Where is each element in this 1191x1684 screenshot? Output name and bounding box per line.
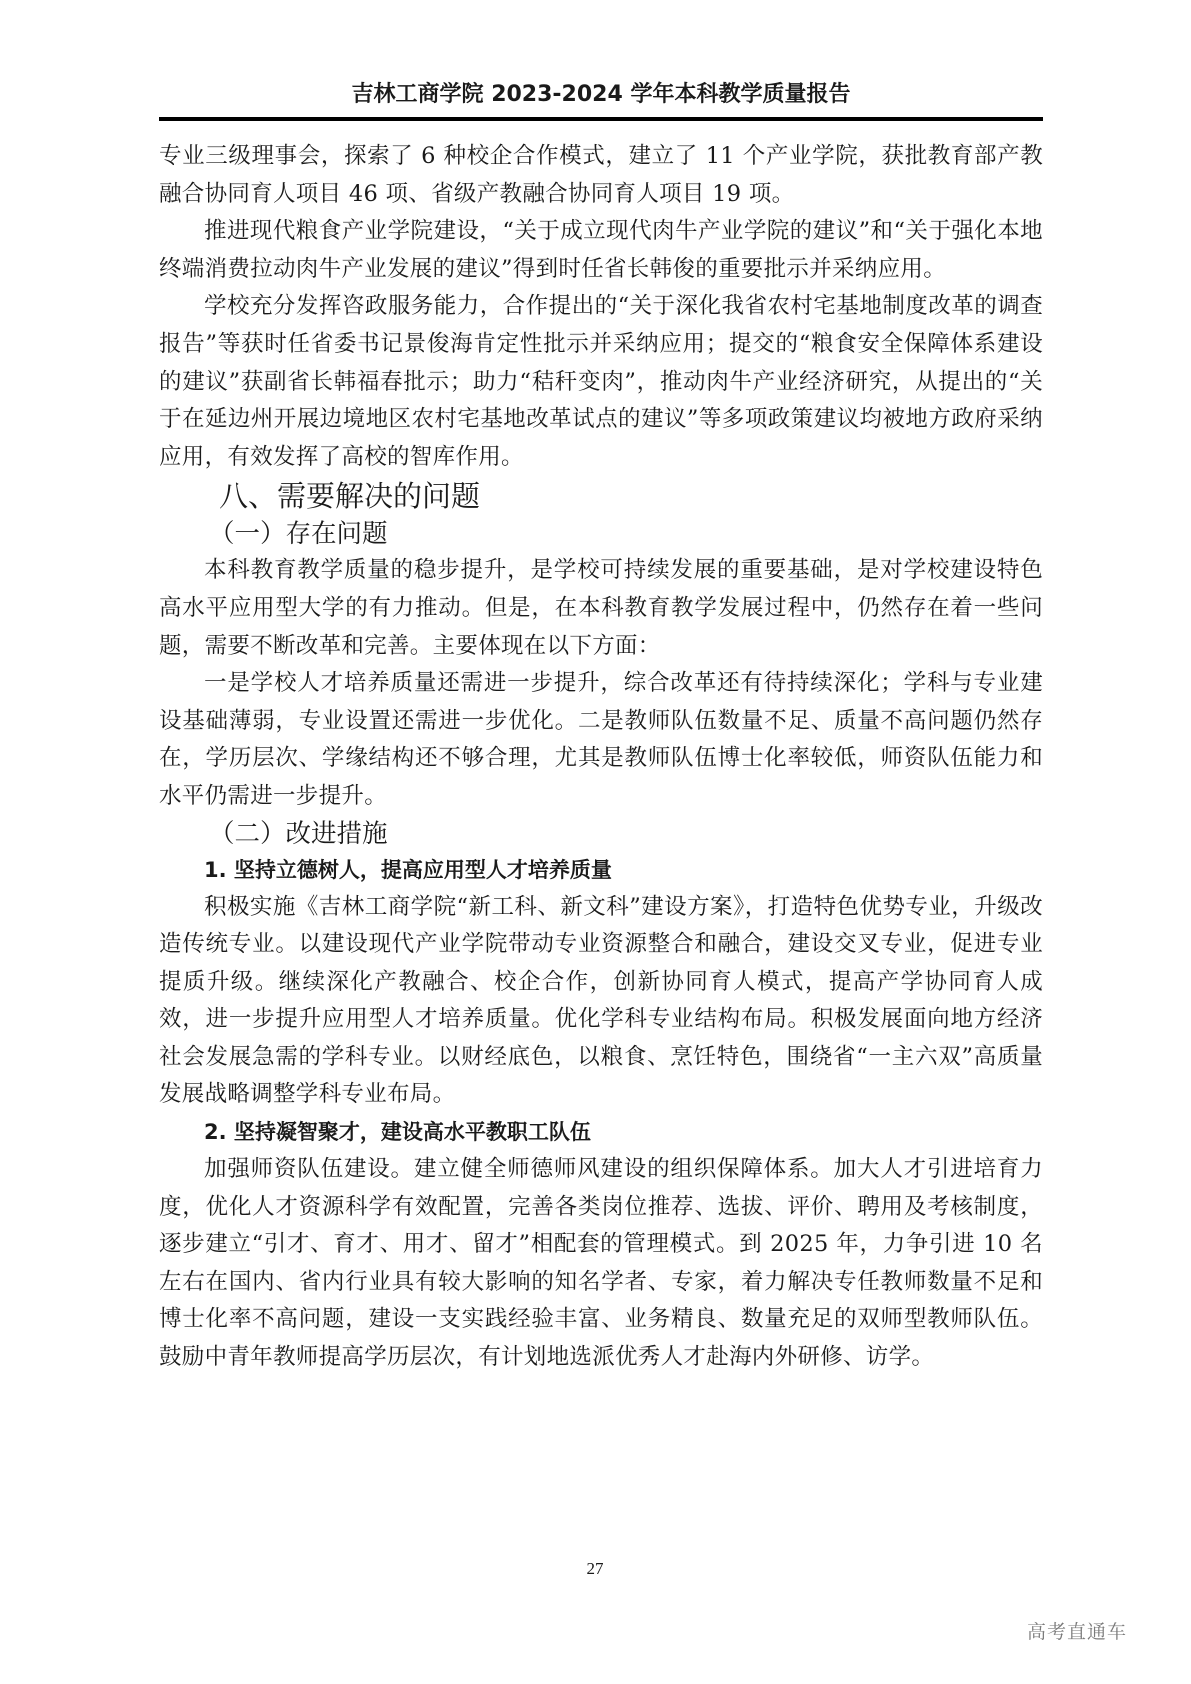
paragraph-consulting-services: 学校充分发挥咨政服务能力，合作提出的“关于深化我省农村宅基地制度改革的调查报告”等获时任省委书记景俊海肯定性批示并采纳应用；提交的“粮食安全保障体系建设的建议”获副省长韩福春批示；助力“秸秆变肉”，推动肉牛产业经济研究，从提出的“关于在延边州开展边境地区农村宅基地改革试点的建议”等多项政策建议均被地方政府采纳应用，有效发挥了高校的智库作用。 bbox=[159, 293, 1043, 470]
paragraph-quality-intro: 本科教育教学质量的稳步提升，是学校可持续发展的重要基础，是对学校建设特色高水平应用型大学的有力推动。但是，在本科教育教学发展过程中，仍然存在着一些问题，需要不断改革和完善。主要体现在以下方面： bbox=[159, 557, 1043, 659]
paragraph-grain-industry-college: 推进现代粮食产业学院建设，“关于成立现代肉牛产业学院的建议”和“关于强化本地终端消费拉动肉牛产业发展的建议”得到时任省长韩俊的重要批示并采纳应用。 bbox=[159, 218, 1043, 282]
subsection-heading-improvements: （二）改进措施 bbox=[209, 818, 388, 849]
paragraph-industry-colleges: 专业三级理事会，探索了 6 种校企合作模式，建立了 11 个产业学院，获批教育部产教融合协同育人项目 46 项、省级产教融合协同育人项目 19 项。 bbox=[159, 143, 1043, 207]
section-heading-problems: 八、需要解决的问题 bbox=[219, 479, 481, 514]
page-number: 27 bbox=[586, 1559, 604, 1578]
paragraph-problem-details: 一是学校人才培养质量还需进一步提升，综合改革还有待持续深化；学科与专业建设基础薄弱，专业设置还需进一步优化。二是教师队伍数量不足、质量不高问题仍然存在，学历层次、学缘结构还不够合理，尤其是教师队伍博士化率较低，师资队伍能力和水平仍需进一步提升。 bbox=[159, 670, 1043, 809]
paragraph-talent-cultivation: 积极实施《吉林工商学院“新工科、新文科”建设方案》，打造特色优势专业，升级改造传统专业。以建设现代产业学院带动专业资源整合和融合，建设交叉专业，促进专业提质升级。继续深化产教融合、校企合作，创新协同育人模式，提高产学协同育人成效，进一步提升应用型人才培养质量。优化学科专业结构布局。积极发展面向地方经济社会发展急需的学科专业。以财经底色，以粮食、烹饪特色，围绕省“一主六双”高质量发展战略调整学科专业布局。 bbox=[159, 893, 1043, 1108]
header-rule-divider bbox=[159, 117, 1043, 121]
item-heading-talent-cultivation: 1. 坚持立德树人，提高应用型人才培养质量 bbox=[204, 857, 612, 882]
item-heading-faculty-building: 2. 坚持凝智聚才，建设高水平教职工队伍 bbox=[204, 1120, 591, 1145]
paragraph-faculty-building: 加强师资队伍建设。建立健全师德师风建设的组织保障体系。加大人才引进培育力度，优化人才资源科学有效配置，完善各类岗位推荐、选拔、评价、聘用及考核制度，逐步建立“引才、育才、用才、留才”相配套的管理模式。到 2025 年，力争引进 10 名左右在国内、省内行业具有较大影响的知名学者、专家，着力解决专任教师数量不足和博士化率不高问题，建设一支实践经验丰富、业务精良、数量充足的双师型教师队伍。鼓励中青年教师提高学历层次，有计划地选派优秀人才赴海内外研修、访学。 bbox=[159, 1156, 1043, 1371]
document-body bbox=[159, 138, 1043, 1377]
subsection-heading-existing-problems: （一）存在问题 bbox=[209, 519, 388, 550]
watermark-text: 高考直通车 bbox=[1026, 1621, 1127, 1643]
page-header-title: 吉林工商学院 2023-2024 学年本科教学质量报告 bbox=[351, 82, 851, 107]
